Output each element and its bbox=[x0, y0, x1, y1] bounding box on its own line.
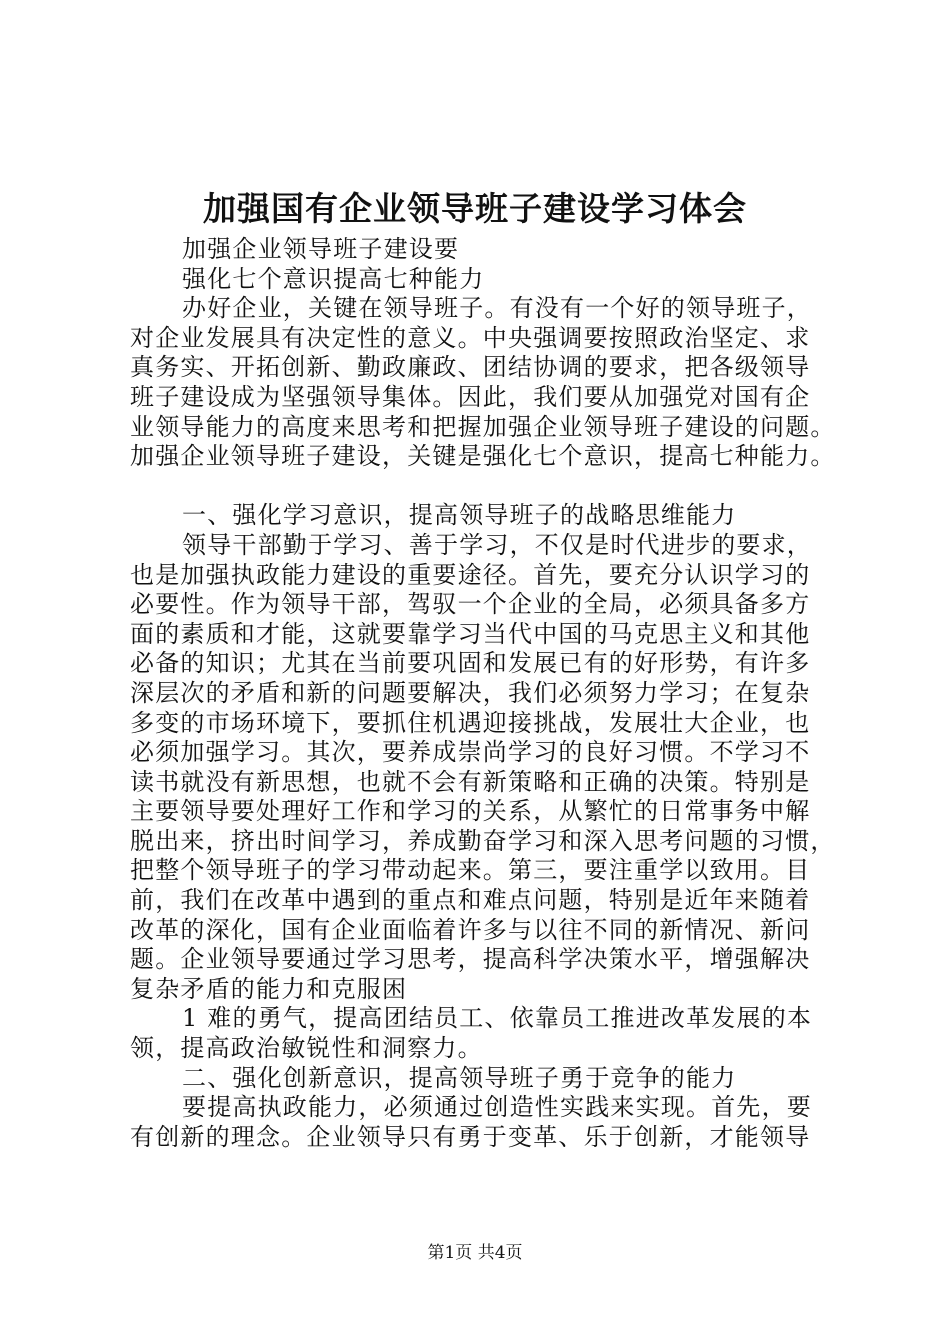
text-line: 复杂矛盾的能力和克服困 bbox=[130, 974, 408, 1003]
document-body bbox=[130, 235, 836, 1152]
text-line: 真务实、开拓创新、勤政廉政、团结协调的要求，把各级领导 bbox=[130, 353, 811, 382]
text-line: 题。企业领导要通过学习思考，提高科学决策水平，增强解决 bbox=[130, 945, 811, 974]
text-line: 加强企业领导班子建设要 bbox=[182, 235, 460, 263]
text-line: 业领导能力的高度来思考和把握加强企业领导班子建设的问题。 bbox=[130, 412, 836, 441]
text-line: 必须加强学习。其次，要养成崇尚学习的良好习惯。不学习不 bbox=[130, 738, 811, 767]
text-line: 办好企业，关键在领导班子。有没有一个好的领导班子， bbox=[182, 294, 812, 323]
document-title: 加强国有企业领导班子建设学习体会 bbox=[203, 189, 747, 228]
text-line: 读书就没有新思想，也就不会有新策略和正确的决策。特别是 bbox=[130, 767, 811, 796]
text-line: 1 难的勇气，提高团结员工、依靠员工推进改革发展的本 bbox=[182, 1004, 813, 1033]
blank-line bbox=[130, 472, 830, 502]
text-line: 强化七个意识提高七种能力 bbox=[182, 264, 485, 293]
text-line: 要提高执政能力，必须通过创造性实践来实现。首先，要 bbox=[182, 1093, 812, 1122]
text-line: 多变的市场环境下，要抓住机遇迎接挑战，发展壮大企业，也 bbox=[130, 708, 811, 737]
text-line: 领导干部勤于学习、善于学习，不仅是时代进步的要求， bbox=[182, 530, 812, 559]
text-line: 前，我们在改革中遇到的重点和难点问题，特别是近年来随着 bbox=[130, 886, 811, 915]
text-line: 必要性。作为领导干部，驾驭一个企业的全局，必须具备多方 bbox=[130, 590, 811, 619]
text-line: 改革的深化，国有企业面临着许多与以往不同的新情况、新问 bbox=[130, 915, 811, 944]
text-line: 有创新的理念。企业领导只有勇于变革、乐于创新，才能领导 bbox=[130, 1122, 811, 1151]
text-line: 面的素质和才能，这就要靠学习当代中国的马克思主义和其他 bbox=[130, 619, 811, 648]
text-line: 对企业发展具有决定性的意义。中央强调要按照政治坚定、求 bbox=[130, 323, 811, 352]
text-line: 也是加强执政能力建设的重要途径。首先，要充分认识学习的 bbox=[130, 560, 811, 589]
text-line: 深层次的矛盾和新的问题要解决，我们必须努力学习；在复杂 bbox=[130, 678, 811, 707]
text-line: 领，提高政治敏锐性和洞察力。 bbox=[130, 1034, 483, 1063]
text-line: 必备的知识；尤其在当前要巩固和发展已有的好形势，有许多 bbox=[130, 649, 811, 678]
text-line: 班子建设成为坚强领导集体。因此，我们要从加强党对国有企 bbox=[130, 382, 811, 411]
page-footer: 第1页 共4页 bbox=[427, 1243, 523, 1263]
text-line: 把整个领导班子的学习带动起来。第三，要注重学以致用。目 bbox=[130, 856, 811, 885]
text-line: 主要领导要处理好工作和学习的关系，从繁忙的日常事务中解 bbox=[130, 797, 811, 826]
text-line: 一、强化学习意识，提高领导班子的战略思维能力 bbox=[182, 501, 737, 530]
text-line: 二、强化创新意识，提高领导班子勇于竞争的能力 bbox=[182, 1063, 737, 1092]
text-line: 加强企业领导班子建设，关键是强化七个意识，提高七种能力。 bbox=[130, 442, 836, 471]
text-line: 脱出来，挤出时间学习，养成勤奋学习和深入思考问题的习惯， bbox=[130, 826, 836, 855]
